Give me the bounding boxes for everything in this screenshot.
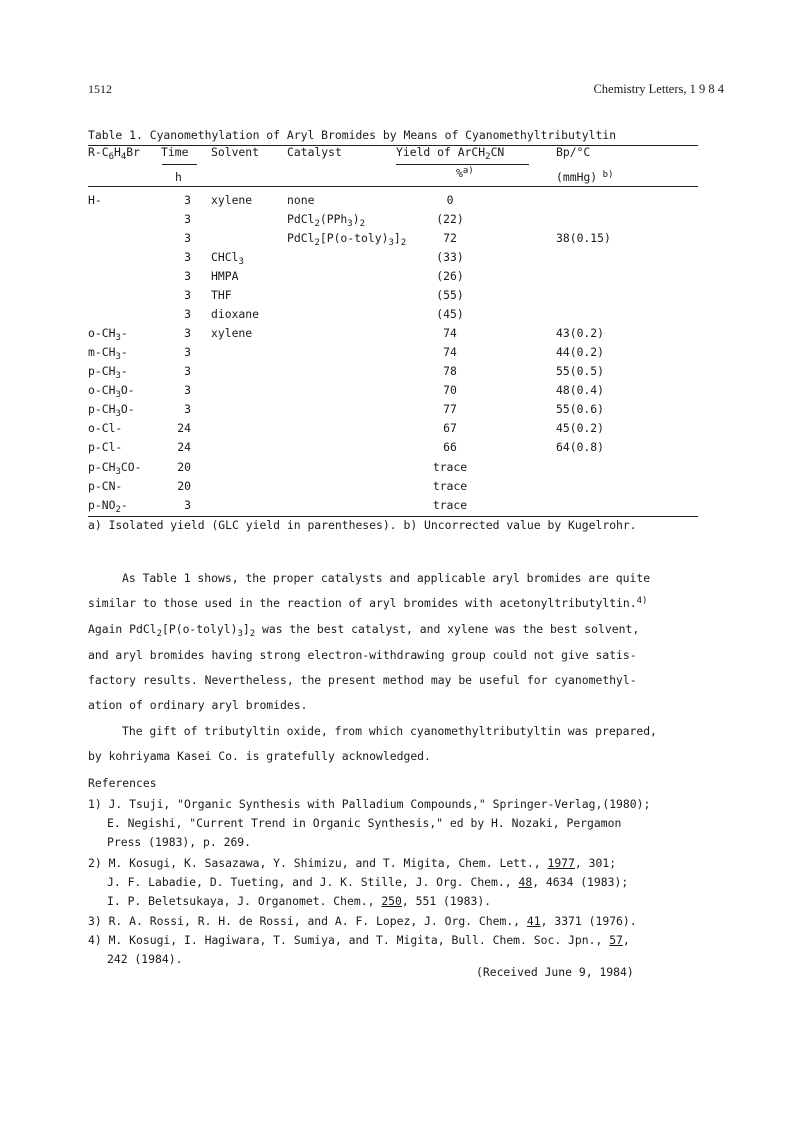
header-time-unit: h [175,170,182,184]
cell-time: 3 [184,402,191,416]
reference-line: Press (1983), p. 269. [107,835,252,849]
cell-time: 3 [184,345,191,359]
cell-solvent: xylene [211,326,253,340]
header-aryl: $R-C_6H_4Br$ [88,145,140,162]
cell-time: 3 [184,307,191,321]
reference-line: 3) R. A. Rossi, R. H. de Rossi, and A. F. Lopez, J. Org. Chem., 41, 3371 (1976). [88,914,637,928]
body-line: The gift of tributyltin oxide, from which cyanomethyltributyltin was prepared, [122,724,657,738]
header-bp: Bp/°C [556,145,591,159]
journal-name: Chemistry Letters, 1 9 8 4 [593,82,724,96]
cell-yield: (33) [436,250,464,264]
cell-substituent: $o-CH_3O-$ [88,383,135,400]
cell-bp: 55(0.6) [556,402,605,416]
cell-time: 3 [184,193,191,207]
cell-time: 3 [184,326,191,340]
body-line: and aryl bromides having strong electron-withdrawing group could not give satis- [88,648,637,662]
body-line: similar to those used in the reaction of aryl bromides with acetonyltributyltin.$^{4)}$ [88,596,648,610]
cell-time: 3 [184,288,191,302]
header-catalyst: Catalyst [287,145,342,159]
cell-yield: (22) [436,212,464,226]
cell-substituent: p-CN- [88,479,123,493]
cell-time: 3 [184,231,191,245]
cell-time: 24 [177,421,191,435]
body-line: As Table 1 shows, the proper catalysts and applicable aryl bromides are quite [122,571,651,585]
body-line: factory results. Nevertheless, the present method may be useful for cyanomethyl- [88,673,637,687]
cell-substituent: o-Cl- [88,421,123,435]
cell-yield: trace [432,498,468,512]
cell-substituent: $p-NO_2-$ [88,498,128,515]
reference-line: 2) M. Kosugi, K. Sasazawa, Y. Shimizu, and T. Migita, Chem. Lett., 1977, 301; [88,856,617,870]
cell-time: 20 [177,460,191,474]
cell-substituent: H- [88,193,102,207]
cell-time: 3 [184,364,191,378]
cell-bp: 45(0.2) [556,421,605,435]
cell-yield: 74 [443,345,457,359]
cell-time: 3 [184,250,191,264]
yield-unit-rule [396,164,529,165]
header-yield-unit: %$^{a)}$ [456,166,474,180]
cell-catalyst: none [287,193,315,207]
cell-yield: (26) [436,269,464,283]
cell-yield: 70 [443,383,457,397]
body-line: by kohriyama Kasei Co. is gratefully acknowledged. [88,749,431,763]
table-bottom-rule [88,516,698,517]
cell-catalyst: $PdCl_2(PPh_3)_2$ [287,212,365,229]
header-solvent: Solvent [211,145,260,159]
time-unit-rule [162,164,197,165]
cell-bp: 38(0.15) [556,231,611,245]
reference-line: J. F. Labadie, D. Tueting, and J. K. Stille, J. Org. Chem., 48, 4634 (1983); [107,875,629,889]
cell-time: 3 [184,212,191,226]
cell-time: 24 [177,440,191,454]
cell-catalyst: $PdCl_2[P(o-toly)_3]_2$ [287,231,407,248]
cell-time: 3 [184,498,191,512]
cell-bp: 43(0.2) [556,326,605,340]
cell-yield: 78 [443,364,457,378]
reference-line: E. Negishi, "Current Trend in Organic Synthesis," ed by H. Nozaki, Pergamon [107,816,622,830]
reference-line: 4) M. Kosugi, I. Hagiwara, T. Sumiya, and T. Migita, Bull. Chem. Soc. Jpn., 57, [88,933,630,947]
cell-solvent: dioxane [211,307,260,321]
cell-yield: 67 [443,421,457,435]
reference-line: I. P. Beletsukaya, J. Organomet. Chem., 250, 551 (1983). [107,894,492,908]
cell-yield: 74 [443,326,457,340]
cell-substituent: p-Cl- [88,440,123,454]
cell-yield: (45) [436,307,464,321]
table-header-rule [88,186,698,187]
cell-time: 20 [177,479,191,493]
body-line: ation of ordinary aryl bromides. [88,698,308,712]
cell-solvent: HMPA [211,269,239,283]
table-caption: Table 1. Cyanomethylation of Aryl Bromides by Means of Cyanomethyltributyltin [88,128,617,142]
cell-yield: 0 [446,193,454,207]
received-date: (Received June 9, 1984) [476,965,634,979]
cell-bp: 64(0.8) [556,440,605,454]
cell-bp: 55(0.5) [556,364,605,378]
cell-yield: 72 [443,231,457,245]
cell-yield: 66 [443,440,457,454]
cell-yield: (55) [436,288,464,302]
cell-substituent: $p-CH_3O-$ [88,402,135,419]
header-time: Time [161,145,189,159]
cell-bp: 44(0.2) [556,345,605,359]
cell-solvent: THF [211,288,232,302]
cell-time: 3 [184,269,191,283]
cell-solvent: CHCl$_3$ [211,250,244,267]
cell-bp: 48(0.4) [556,383,605,397]
cell-time: 3 [184,383,191,397]
cell-substituent: $m-CH_3-$ [88,345,128,362]
cell-solvent: xylene [211,193,253,207]
table-footnote: a) Isolated yield (GLC yield in parentheses). b) Uncorrected value by Kugelrohr. [88,518,637,532]
cell-yield: trace [432,460,468,474]
references-heading: References [88,776,157,790]
reference-line: 242 (1984). [107,952,183,966]
cell-yield: trace [432,479,468,493]
cell-substituent: $p-CH_3CO-$ [88,460,142,477]
header-bp-unit: (mmHg) $^{b)}$ [556,170,614,184]
page-number: 1512 [88,82,112,96]
cell-substituent: $o-CH_3-$ [88,326,128,343]
header-yield: Yield of ArCH$_2$CN [396,145,505,162]
cell-yield: 77 [443,402,457,416]
reference-line: 1) J. Tsuji, "Organic Synthesis with Palladium Compounds," Springer-Verlag,(1980); [88,797,651,811]
cell-substituent: $p-CH_3-$ [88,364,128,381]
body-line: Again $PdCl_2[P(o-tolyl)_3]_2$ was the best catalyst, and xylene was the best solvent, [88,622,640,639]
